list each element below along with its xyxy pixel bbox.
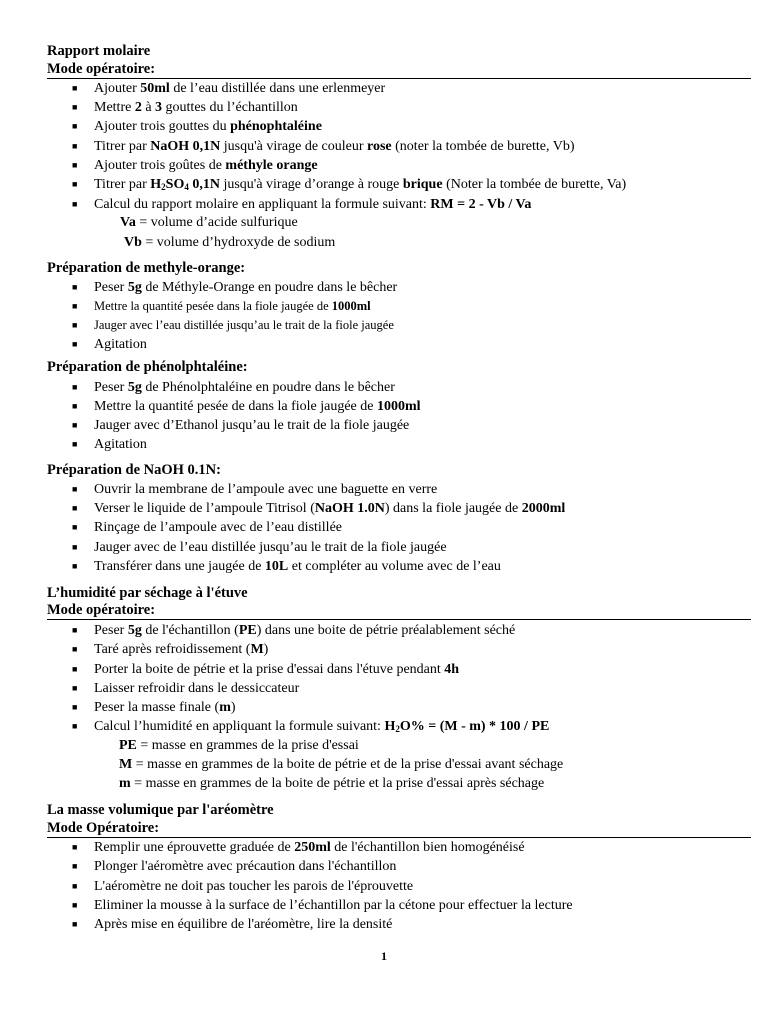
- square-bullet-icon: ■: [72, 301, 78, 311]
- square-bullet-icon: ■: [72, 401, 78, 411]
- list-item: Titrer par NaOH 0,1N jusqu'à virage de couleur rose (noter la tombée de burette, Vb): [94, 139, 575, 154]
- definition-vb: Vb = volume d’hydroxyde de sodium: [124, 235, 336, 250]
- square-bullet-icon: ■: [72, 199, 78, 209]
- square-bullet-icon: ■: [72, 881, 78, 891]
- section-title-naoh: Préparation de NaOH 0.1N:: [47, 462, 221, 478]
- section-title-methyle-orange: Préparation de methyle-orange:: [47, 260, 246, 276]
- square-bullet-icon: ■: [72, 542, 78, 552]
- square-bullet-icon: ■: [72, 282, 78, 292]
- list-item: Eliminer la mousse à la surface de l’échantillon par la cétone pour effectuer la lecture: [94, 898, 573, 913]
- square-bullet-icon: ■: [72, 561, 78, 571]
- list-item: Ajouter trois gouttes du phénophtaléine: [94, 119, 322, 134]
- list-item: Verser le liquide de l’ampoule Titrisol (NaOH 1.0N) dans la fiole jaugée de 2000ml: [94, 501, 566, 516]
- square-bullet-icon: ■: [72, 83, 78, 93]
- square-bullet-icon: ■: [72, 919, 78, 929]
- list-item: Mettre la quantité pesée dans la fiole jaugée de 1000ml: [94, 299, 371, 313]
- square-bullet-icon: ■: [72, 320, 78, 330]
- square-bullet-icon: ■: [72, 503, 78, 513]
- list-item: Après mise en équilibre de l'aréomètre, lire la densité: [94, 917, 393, 932]
- list-item: Peser 5g de Méthyle-Orange en poudre dans le bêcher: [94, 280, 398, 295]
- list-item: Peser 5g de Phénolphtaléine en poudre dans le bêcher: [94, 380, 395, 395]
- section-title-masse-volumique: La masse volumique par l'aréomètre: [47, 802, 274, 818]
- mode-operatoire-heading-2: Mode opératoire:: [47, 602, 751, 620]
- square-bullet-icon: ■: [72, 522, 78, 532]
- square-bullet-icon: ■: [72, 644, 78, 654]
- square-bullet-icon: ■: [72, 861, 78, 871]
- square-bullet-icon: ■: [72, 382, 78, 392]
- list-item: Porter la boite de pétrie et la prise d'essai dans l'étuve pendant 4h: [94, 662, 460, 677]
- list-item: Rinçage de l’ampoule avec de l’eau distillée: [94, 520, 343, 535]
- definition-pe: PE = masse en grammes de la prise d'essai: [119, 738, 359, 753]
- list-item: Ajouter 50ml de l’eau distillée dans une erlenmeyer: [94, 81, 386, 96]
- section-title-humidite: L’humidité par séchage à l'étuve: [47, 585, 248, 601]
- square-bullet-icon: ■: [72, 160, 78, 170]
- list-item: Jauger avec d’Ethanol jusqu’au le trait de la fiole jaugée: [94, 418, 410, 433]
- list-item: Peser la masse finale (m): [94, 700, 236, 715]
- square-bullet-icon: ■: [72, 702, 78, 712]
- page-number: 1: [381, 949, 387, 963]
- square-bullet-icon: ■: [72, 664, 78, 674]
- square-bullet-icon: ■: [72, 439, 78, 449]
- section-title-rapport-molaire: Rapport molaire: [47, 43, 151, 59]
- square-bullet-icon: ■: [72, 683, 78, 693]
- square-bullet-icon: ■: [72, 102, 78, 112]
- list-item: Laisser refroidir dans le dessiccateur: [94, 681, 300, 696]
- mode-operatoire-heading: Mode opératoire:: [47, 61, 751, 79]
- square-bullet-icon: ■: [72, 179, 78, 189]
- list-item: Titrer par $H_2SO_4$ 0,1N jusqu'à virage d’orange à rouge brique (Noter la tombée de burette, Va): [94, 177, 627, 192]
- list-item: Calcul du rapport molaire en appliquant la formule suivant: RM = 2 - Vb / Va: [94, 197, 532, 212]
- square-bullet-icon: ■: [72, 721, 78, 731]
- list-item: Mettre la quantité pesée de dans la fiole jaugée de 1000ml: [94, 399, 421, 414]
- square-bullet-icon: ■: [72, 121, 78, 131]
- list-item: Jauger avec l’eau distillée jusqu’au le trait de la fiole jaugée: [94, 318, 394, 332]
- square-bullet-icon: ■: [72, 625, 78, 635]
- mode-operatoire-heading-3: Mode Opératoire:: [47, 820, 751, 838]
- list-item: Calcul l’humidité en appliquant la formule suivant: $H_2O\% = (M - m) * 100$ / PE: [94, 719, 550, 734]
- list-item: Agitation: [94, 337, 147, 352]
- list-item: Peser 5g de l'échantillon (PE) dans une boite de pétrie préalablement séché: [94, 623, 516, 638]
- list-item: Transférer dans une jaugée de 10L et compléter au volume avec de l’eau: [94, 559, 501, 574]
- square-bullet-icon: ■: [72, 484, 78, 494]
- list-item: Taré après refroidissement (M): [94, 642, 269, 657]
- list-item: L'aéromètre ne doit pas toucher les parois de l'éprouvette: [94, 879, 414, 894]
- list-item: Jauger avec de l’eau distillée jusqu’au le trait de la fiole jaugée: [94, 540, 447, 555]
- definition-m-lower: m = masse en grammes de la boite de pétrie et la prise d'essai après séchage: [119, 776, 545, 791]
- list-item: Ajouter trois goûtes de méthyle orange: [94, 158, 318, 173]
- list-item: Ouvrir la membrane de l’ampoule avec une baguette en verre: [94, 482, 438, 497]
- square-bullet-icon: ■: [72, 141, 78, 151]
- square-bullet-icon: ■: [72, 420, 78, 430]
- square-bullet-icon: ■: [72, 842, 78, 852]
- list-item: Remplir une éprouvette graduée de 250ml de l'échantillon bien homogénéisé: [94, 840, 525, 855]
- section-title-phenolphtaleine: Préparation de phénolphtaléine:: [47, 359, 248, 375]
- square-bullet-icon: ■: [72, 900, 78, 910]
- list-item: Mettre 2 à 3 gouttes du l’échantillon: [94, 100, 298, 115]
- square-bullet-icon: ■: [72, 339, 78, 349]
- definition-va: Va = volume d’acide sulfurique: [120, 215, 298, 230]
- list-item: Plonger l'aéromètre avec précaution dans l'échantillon: [94, 859, 397, 874]
- definition-m-upper: M = masse en grammes de la boite de pétrie et de la prise d'essai avant séchage: [119, 757, 564, 772]
- list-item: Agitation: [94, 437, 147, 452]
